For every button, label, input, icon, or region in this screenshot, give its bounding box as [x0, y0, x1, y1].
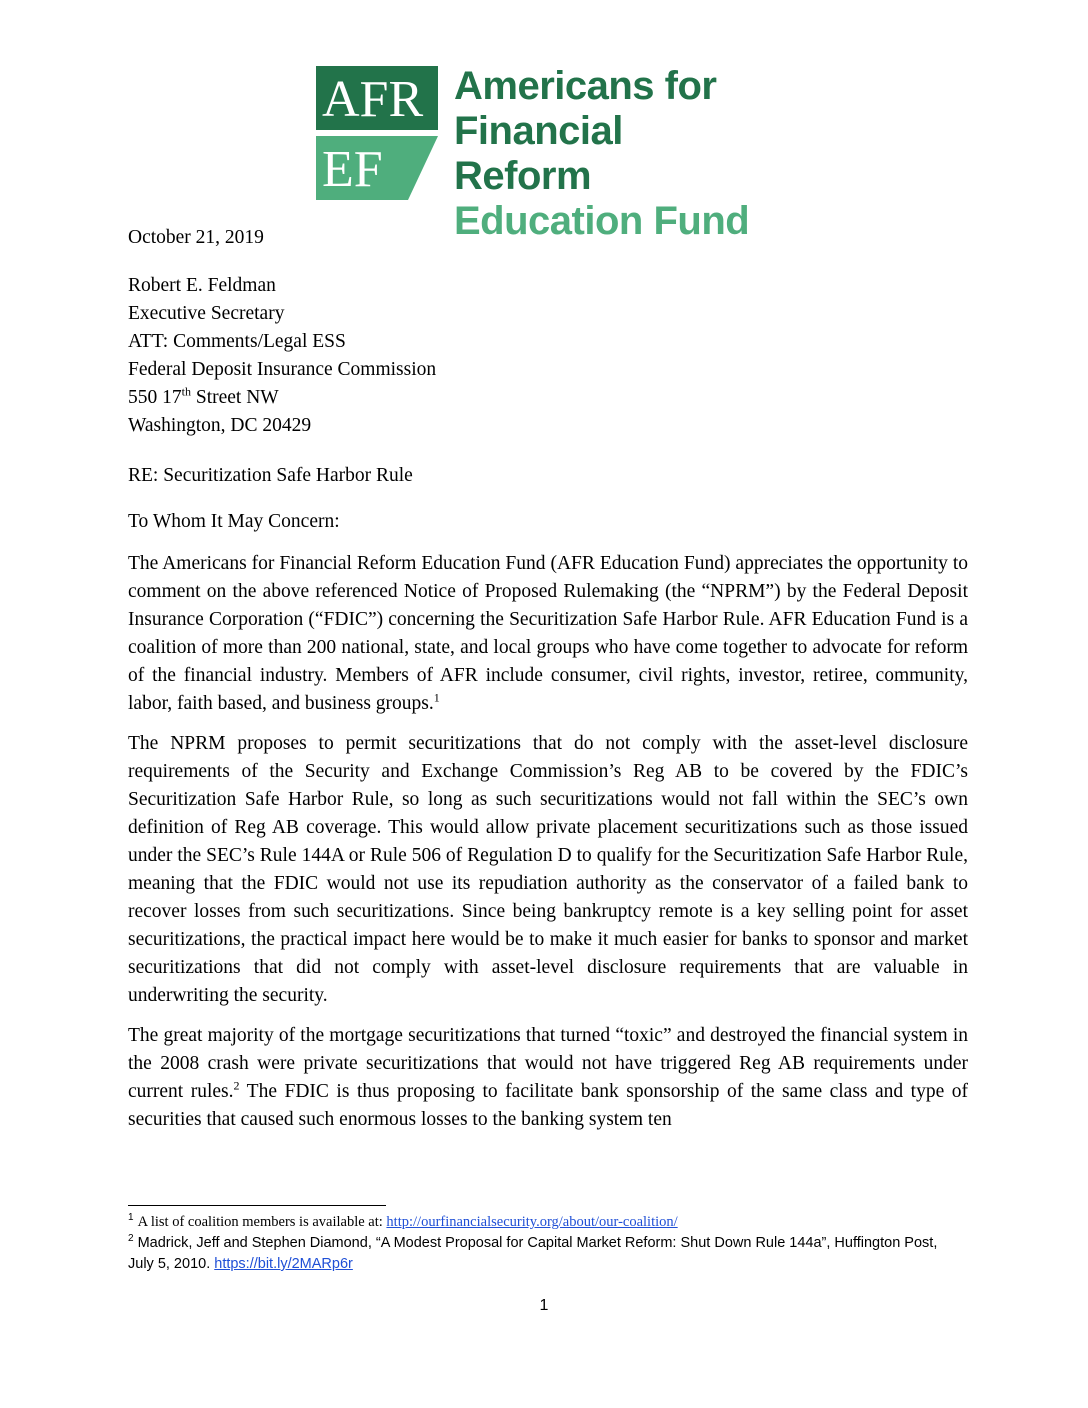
footnote-1-link[interactable]: http://ourfinancialsecurity.org/about/our-coalition/	[386, 1214, 678, 1230]
paragraph-intro-text: The Americans for Financial Reform Education Fund (AFR Education Fund) appreciates the opportunity to comment on the above referenced Notice of Proposed Rulemaking (the “NPRM”) by the Federal Deposit Insurance Corporation (“FDIC”) concerning the Securitization Safe Harbor Rule. AFR Education Fund is a coalition of more than 200 national, state, and local groups who have come together to advocate for reform of the financial industry. Members of AFR include consumer, civil rights, investor, retiree, community, labor, faith based, and business groups.	[128, 553, 968, 714]
footnotes	[128, 1212, 948, 1275]
paragraph-intro	[128, 550, 968, 718]
footnote-2-link[interactable]: https://bit.ly/2MARp6r	[214, 1256, 353, 1272]
recipient-title: Executive Secretary	[128, 303, 285, 324]
afr-logo	[316, 64, 766, 243]
logo-line-education-fund: Education Fund	[454, 199, 750, 243]
footnote-1-text: A list of coalition members is available at:	[137, 1214, 387, 1230]
paragraph-toxic-securitizations	[128, 1022, 968, 1134]
salutation: To Whom It May Concern:	[128, 511, 340, 532]
afr-mark-text: AFR	[322, 71, 424, 128]
street-name: Street NW	[190, 387, 279, 408]
paragraph-toxic-text-a: The great majority of the mortgage securitizations that turned “toxic” and destroyed the financial system in the 2008 crash were private securitizations that would not have triggered Reg AB requirements under current rules.	[128, 1025, 968, 1102]
footnote-divider	[128, 1205, 386, 1206]
logo-wordmark	[454, 64, 766, 244]
footnote-1-number: 1	[128, 1212, 134, 1224]
subject-line: RE: Securitization Safe Harbor Rule	[128, 465, 413, 486]
afr-ef-mark	[316, 66, 438, 202]
letter-body	[128, 224, 968, 1146]
footnote-ref-1[interactable]: 1	[433, 690, 440, 705]
street-ordinal: th	[181, 384, 191, 399]
recipient-city: Washington, DC 20429	[128, 415, 312, 436]
recipient-org: Federal Deposit Insurance Commission	[128, 359, 437, 380]
logo-line-financial-reform: Financial Reform	[454, 109, 623, 198]
footnote-1	[128, 1212, 948, 1233]
letter-date: October 21, 2019	[128, 227, 264, 248]
ef-mark-text: EF	[322, 141, 383, 198]
logo-line-americans: Americans for	[454, 64, 717, 108]
footnote-2	[128, 1233, 948, 1275]
paragraph-toxic-text-b: The FDIC is thus proposing to facilitate bank sponsorship of the same class and type of securities that caused such enormous losses to the banking system ten	[128, 1081, 968, 1130]
footnote-2-number: 2	[128, 1233, 134, 1245]
street-number: 550 17	[128, 387, 182, 408]
recipient-street	[128, 384, 968, 412]
page-number: 1	[539, 1297, 549, 1314]
recipient-name: Robert E. Feldman	[128, 275, 276, 296]
recipient-address	[128, 272, 968, 440]
recipient-att: ATT: Comments/Legal ESS	[128, 331, 346, 352]
footnote-ref-2[interactable]: 2	[233, 1078, 240, 1093]
paragraph-nprm: The NPRM proposes to permit securitizations that do not comply with the asset-level disclosure requirements of the Security and Exchange Commission’s Reg AB to be covered by the FDIC’s Securitization Safe Harbor Rule, so long as such securitizations would not fall within the SEC’s own definition of Reg AB coverage. This would allow private placement securitizations such as those issued under the SEC’s Rule 144A or Rule 506 of Regulation D to qualify for the Securitization Safe Harbor Rule, meaning that the FDIC would not use its repudiation authority as the conservator of a failed bank to recover losses from such securitizations. Since being bankruptcy remote is a key selling point for asset securitizations, the practical impact here would be to make it much easier for banks to sponsor and market securitizations that did not comply with asset-level disclosure requirements that are valuable in underwriting the security.	[128, 733, 968, 1006]
footnote-2-text: Madrick, Jeff and Stephen Diamond, “A Modest Proposal for Capital Market Reform: Shut Down Rule 144a”, Huffington Post, July 5, 2010.	[128, 1235, 938, 1272]
